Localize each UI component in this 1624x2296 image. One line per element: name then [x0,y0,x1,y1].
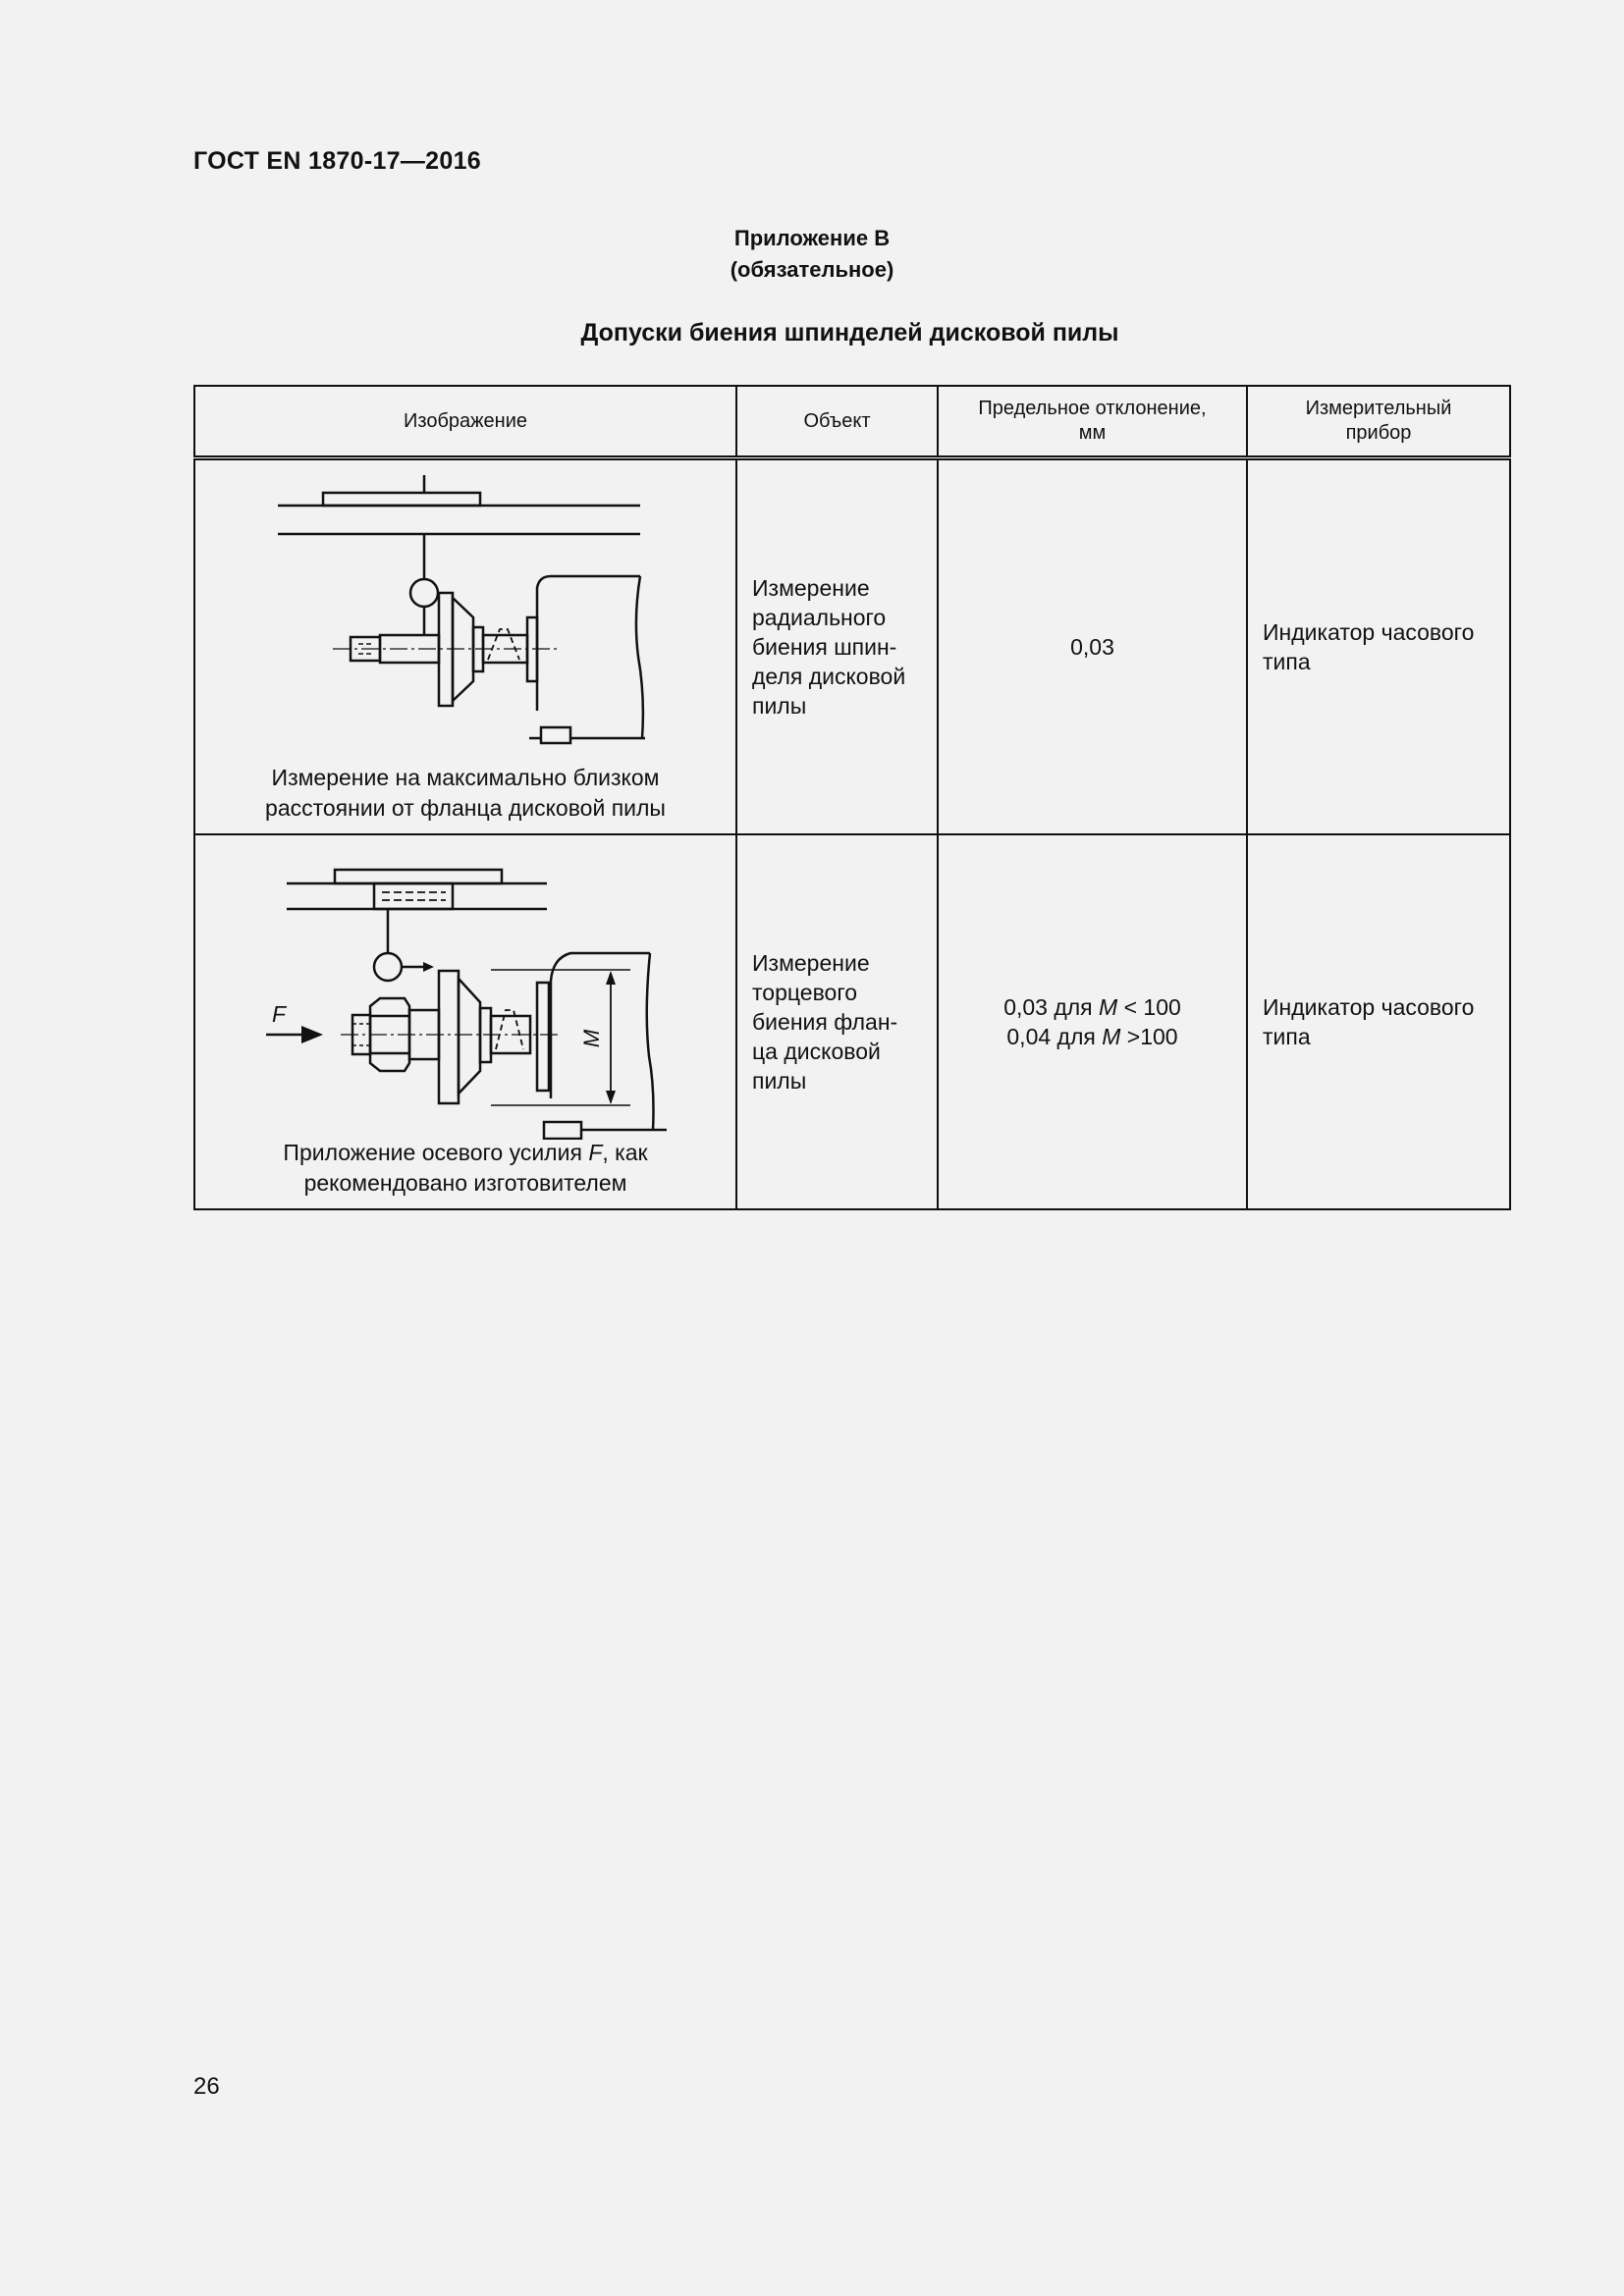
object-line: пилы [752,1068,807,1094]
table-row-radial-runout [194,458,1510,835]
radial-runout-deviation [938,458,1247,835]
radial-runout-object [736,458,938,835]
header-deviation [938,386,1247,458]
radial-runout-instrument [1247,458,1510,835]
header-deviation-line1: Предельное отклонение, [978,398,1207,419]
caption-line: , как [602,1140,648,1165]
object-line: биения шпин- [752,634,897,660]
header-instrument-line2: прибор [1345,422,1412,444]
caption-line: Измерение на максимально близком [271,765,660,790]
table-header-row [194,386,1510,458]
caption-variable: F [588,1140,603,1165]
radial-runout-diagram [195,460,737,755]
caption-line: рекомендовано изготовителем [303,1170,627,1196]
deviation-variable: M [1099,994,1118,1020]
deviation-text: 0,03 для [1003,994,1100,1020]
header-image: Изображение [194,386,736,458]
radial-runout-caption [195,763,735,824]
instrument-line: типа [1263,1024,1311,1049]
axial-runout-diagram [195,835,737,1140]
object-line: Измерение [752,575,870,601]
deviation-text: < 100 [1117,994,1181,1020]
annex-title: Приложение В [733,226,891,250]
object-line: ца дисковой [752,1039,881,1064]
caption-line: расстоянии от фланца дисковой пилы [265,795,666,821]
deviation-variable: M [1102,1024,1121,1049]
axial-runout-object [736,834,938,1209]
axial-runout-figure-cell [194,834,736,1209]
page-number: 26 [193,2073,220,2100]
deviation-line [939,992,1246,1022]
runout-tolerance-table [193,385,1511,1210]
dimension-label: M [579,1029,604,1048]
object-line: биения флан- [752,1009,898,1035]
caption-line: Приложение осевого усилия [283,1140,589,1165]
deviation-line [939,1022,1246,1051]
instrument-line: Индикатор часового [1263,994,1475,1020]
axial-runout-caption [195,1138,735,1199]
table-row-axial-runout [194,834,1510,1209]
axial-runout-deviation [938,834,1247,1209]
object-line: Измерение [752,950,870,976]
object-line: деля дисковой [752,664,906,689]
header-object: Объект [736,386,938,458]
header-instrument-line1: Измерительный [1305,398,1452,419]
force-label: F [272,1001,287,1027]
radial-runout-figure-cell [194,458,736,835]
table-title: Допуски биения шпинделей дисковой пилы [580,319,1119,347]
deviation-text: 0,04 для [1006,1024,1103,1049]
deviation-value: 0,03 [1070,634,1114,660]
instrument-line: Индикатор часового [1263,619,1475,645]
object-line: пилы [752,693,807,719]
object-line: торцевого [752,980,857,1005]
deviation-text: >100 [1120,1024,1178,1049]
header-instrument [1247,386,1510,458]
object-line: радиального [752,605,887,630]
standard-code: ГОСТ EN 1870-17—2016 [193,147,481,175]
axial-runout-instrument [1247,834,1510,1209]
header-deviation-line2: мм [1078,422,1107,444]
instrument-line: типа [1263,649,1311,674]
annex-status: (обязательное) [730,257,894,282]
